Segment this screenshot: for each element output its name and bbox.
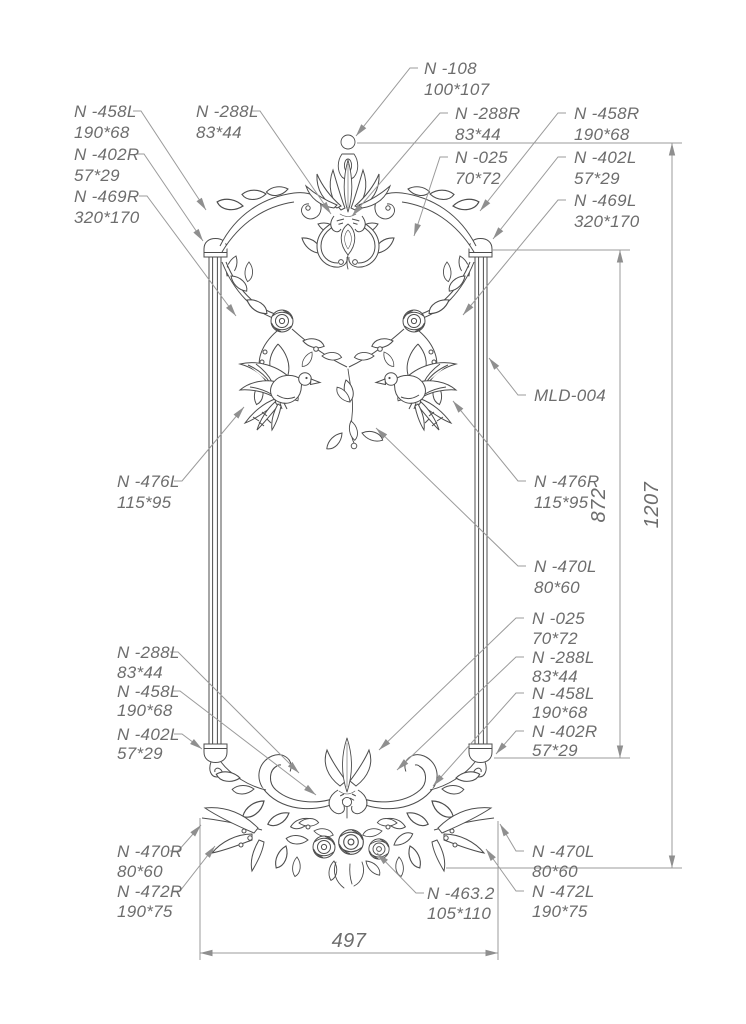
part-size: 190*68 [574, 125, 630, 144]
part-size: 80*60 [117, 862, 163, 881]
part-size: 57*29 [532, 741, 578, 760]
part-size: 83*44 [455, 125, 501, 144]
part-number: N -025 [532, 609, 585, 628]
part-size: 80*60 [534, 578, 580, 597]
part-number: N -402R [532, 722, 598, 741]
part-number: N -402L [574, 148, 637, 167]
part-number: N -472L [532, 882, 595, 901]
part-number: N -470L [532, 842, 595, 861]
part-size: 320*170 [574, 212, 640, 231]
part-size: 57*29 [74, 166, 120, 185]
part-number: N -025 [455, 148, 508, 167]
part-number: N -469R [74, 187, 140, 206]
part-number: N -402L [117, 725, 180, 744]
part-number: N -288L [532, 648, 595, 667]
part-number: N -108 [424, 59, 477, 78]
part-size: 83*44 [117, 663, 163, 682]
dim-1207: 1207 [641, 481, 663, 529]
part-number: N -476R [534, 472, 600, 491]
part-size: 105*110 [427, 904, 492, 923]
part-number: N -463.2 [427, 884, 495, 903]
part-size: 83*44 [532, 667, 578, 686]
ornament-right-half [349, 170, 494, 877]
callout-middle-left-0 [117, 407, 244, 512]
callout-bottom-center-0 [377, 853, 495, 923]
part-size: 83*44 [196, 123, 242, 142]
ornament-left-half [202, 170, 347, 877]
part-size: 57*29 [117, 744, 163, 763]
callout-lower-left-2 [117, 725, 202, 763]
part-size: 190*68 [532, 703, 588, 722]
callout-bottom-left-0 [117, 825, 201, 881]
part-size: 100*107 [424, 80, 490, 99]
part-size: 115*95 [117, 493, 172, 512]
part-number: N -458L [74, 102, 137, 121]
part-number: N -288L [196, 102, 259, 121]
part-size: 190*68 [74, 123, 130, 142]
part-size: 57*29 [574, 169, 620, 188]
part-number: N -402R [74, 145, 140, 164]
ornament-center [285, 135, 414, 888]
part-size: 80*60 [532, 862, 578, 881]
part-number: N -458L [532, 684, 595, 703]
part-number: N -458R [574, 104, 640, 123]
part-number: N -470L [534, 557, 597, 576]
part-number: MLD-004 [534, 386, 607, 405]
part-size: 190*75 [532, 902, 588, 921]
part-number: N -458L [117, 682, 180, 701]
callout-lower-right-3 [496, 722, 597, 760]
part-size: 70*72 [532, 629, 578, 648]
callout-molding-mld-004 [489, 358, 606, 405]
dim-497: 497 [331, 930, 367, 952]
part-number: N -470R [117, 842, 183, 861]
part-size: 190*68 [117, 701, 173, 720]
dim-872: 872 [588, 487, 610, 523]
part-size: 115*95 [534, 493, 589, 512]
part-number: N -472R [117, 882, 183, 901]
part-number: N -288R [455, 104, 521, 123]
part-number: N -288L [117, 643, 180, 662]
part-number: N -476L [117, 472, 180, 491]
part-size: 190*75 [117, 902, 173, 921]
callout-bottom-right-0 [500, 824, 595, 881]
part-size: 70*72 [455, 169, 501, 188]
part-size: 320*170 [74, 208, 140, 227]
dimension-overall-height [357, 143, 682, 868]
part-number: N -469L [574, 191, 637, 210]
rose-cluster [285, 830, 414, 888]
